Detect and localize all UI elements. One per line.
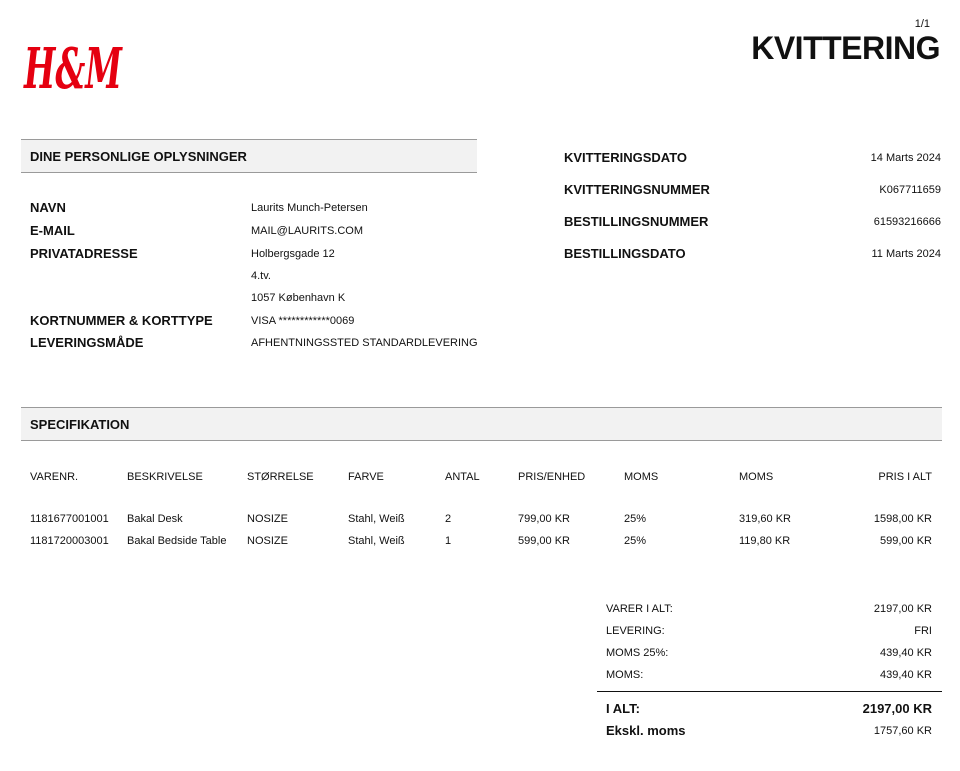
col-header-unit-price: PRIS/ENHED [518, 471, 586, 483]
page-number: 1/1 [914, 18, 930, 30]
cell-vat-amount: 119,80 KR [739, 535, 791, 547]
cell-description: Bakal Bedside Table [127, 535, 227, 547]
cell-item-number: 1181677001001 [30, 513, 109, 525]
cell-vat-rate: 25% [624, 535, 647, 547]
grand-total-value: 2197,00 KR [862, 701, 932, 716]
col-header-color: FARVE [348, 471, 384, 483]
cell-description: Bakal Desk [127, 513, 183, 525]
address-line-2: 4.tv. [251, 270, 271, 282]
grand-total-label: I ALT: [606, 701, 640, 716]
name-label: NAVN [30, 200, 66, 215]
totals-divider [597, 691, 942, 692]
personal-info-title: DINE PERSONLIGE OPLYSNINGER [30, 148, 247, 164]
card-value: VISA ************0069 [251, 315, 355, 327]
cell-total-price: 599,00 KR [880, 535, 932, 547]
personal-info-header [21, 139, 477, 173]
cell-size: NOSIZE [247, 513, 288, 525]
cell-total-price: 1598,00 KR [873, 513, 932, 525]
excl-vat-label: Ekskl. moms [606, 723, 686, 738]
cell-vat-rate: 25% [624, 513, 647, 525]
card-label: KORTNUMMER & KORTTYPE [30, 313, 213, 328]
vat-label: MOMS: [606, 669, 644, 681]
specification-header [21, 407, 942, 441]
cell-unit-price: 599,00 KR [518, 535, 570, 547]
col-header-vat-rate: MOMS [624, 471, 659, 483]
receipt-date-value: 14 Marts 2024 [870, 152, 941, 164]
address-line-3: 1057 København K [251, 292, 346, 304]
cell-color: Stahl, Weiß [348, 513, 405, 525]
order-number-label: BESTILLINGSNUMMER [564, 214, 709, 229]
hm-logo-text: H&M [22, 36, 124, 102]
vat25-label: MOMS 25%: [606, 647, 669, 659]
address-label: PRIVATADRESSE [30, 246, 138, 261]
cell-vat-amount: 319,60 KR [739, 513, 791, 525]
delivery-cost-label: LEVERING: [606, 625, 665, 637]
col-header-item-number: VARENR. [30, 471, 79, 483]
col-header-description: BESKRIVELSE [127, 471, 203, 483]
cell-item-number: 1181720003001 [30, 535, 109, 547]
items-total-label: VARER I ALT: [606, 603, 673, 615]
col-header-total-price: PRIS I ALT [878, 471, 932, 483]
hm-logo [22, 28, 124, 102]
cell-size: NOSIZE [247, 535, 288, 547]
address-line-1: Holbergsgade 12 [251, 248, 335, 260]
cell-unit-price: 799,00 KR [518, 513, 570, 525]
specification-title: SPECIFIKATION [30, 416, 130, 432]
receipt-number-value: K067711659 [879, 184, 941, 196]
items-total-value: 2197,00 KR [873, 603, 932, 615]
col-header-vat-amount: MOMS [739, 471, 774, 483]
cell-quantity: 1 [445, 535, 452, 547]
page-title: KVITTERING [751, 30, 940, 66]
receipt-date-label: KVITTERINGSDATO [564, 150, 688, 165]
email-label: E-MAIL [30, 223, 75, 238]
email-value: MAIL@LAURITS.COM [251, 225, 364, 237]
col-header-size: STØRRELSE [247, 471, 314, 483]
vat25-value: 439,40 KR [880, 647, 932, 659]
name-value: Laurits Munch-Petersen [251, 202, 368, 214]
cell-color: Stahl, Weiß [348, 535, 405, 547]
delivery-cost-value: FRI [914, 625, 932, 637]
order-number-value: 61593216666 [873, 216, 941, 228]
cell-quantity: 2 [445, 513, 452, 525]
col-header-quantity: ANTAL [445, 471, 480, 483]
vat-value: 439,40 KR [880, 669, 932, 681]
excl-vat-value: 1757,60 KR [873, 725, 932, 737]
delivery-method-value: AFHENTNINGSSTED STANDARDLEVERING [251, 337, 478, 349]
order-date-value: 11 Marts 2024 [871, 248, 941, 260]
delivery-method-label: LEVERINGSMÅDE [30, 335, 144, 350]
receipt-number-label: KVITTERINGSNUMMER [564, 182, 710, 197]
order-date-label: BESTILLINGSDATO [564, 246, 686, 261]
